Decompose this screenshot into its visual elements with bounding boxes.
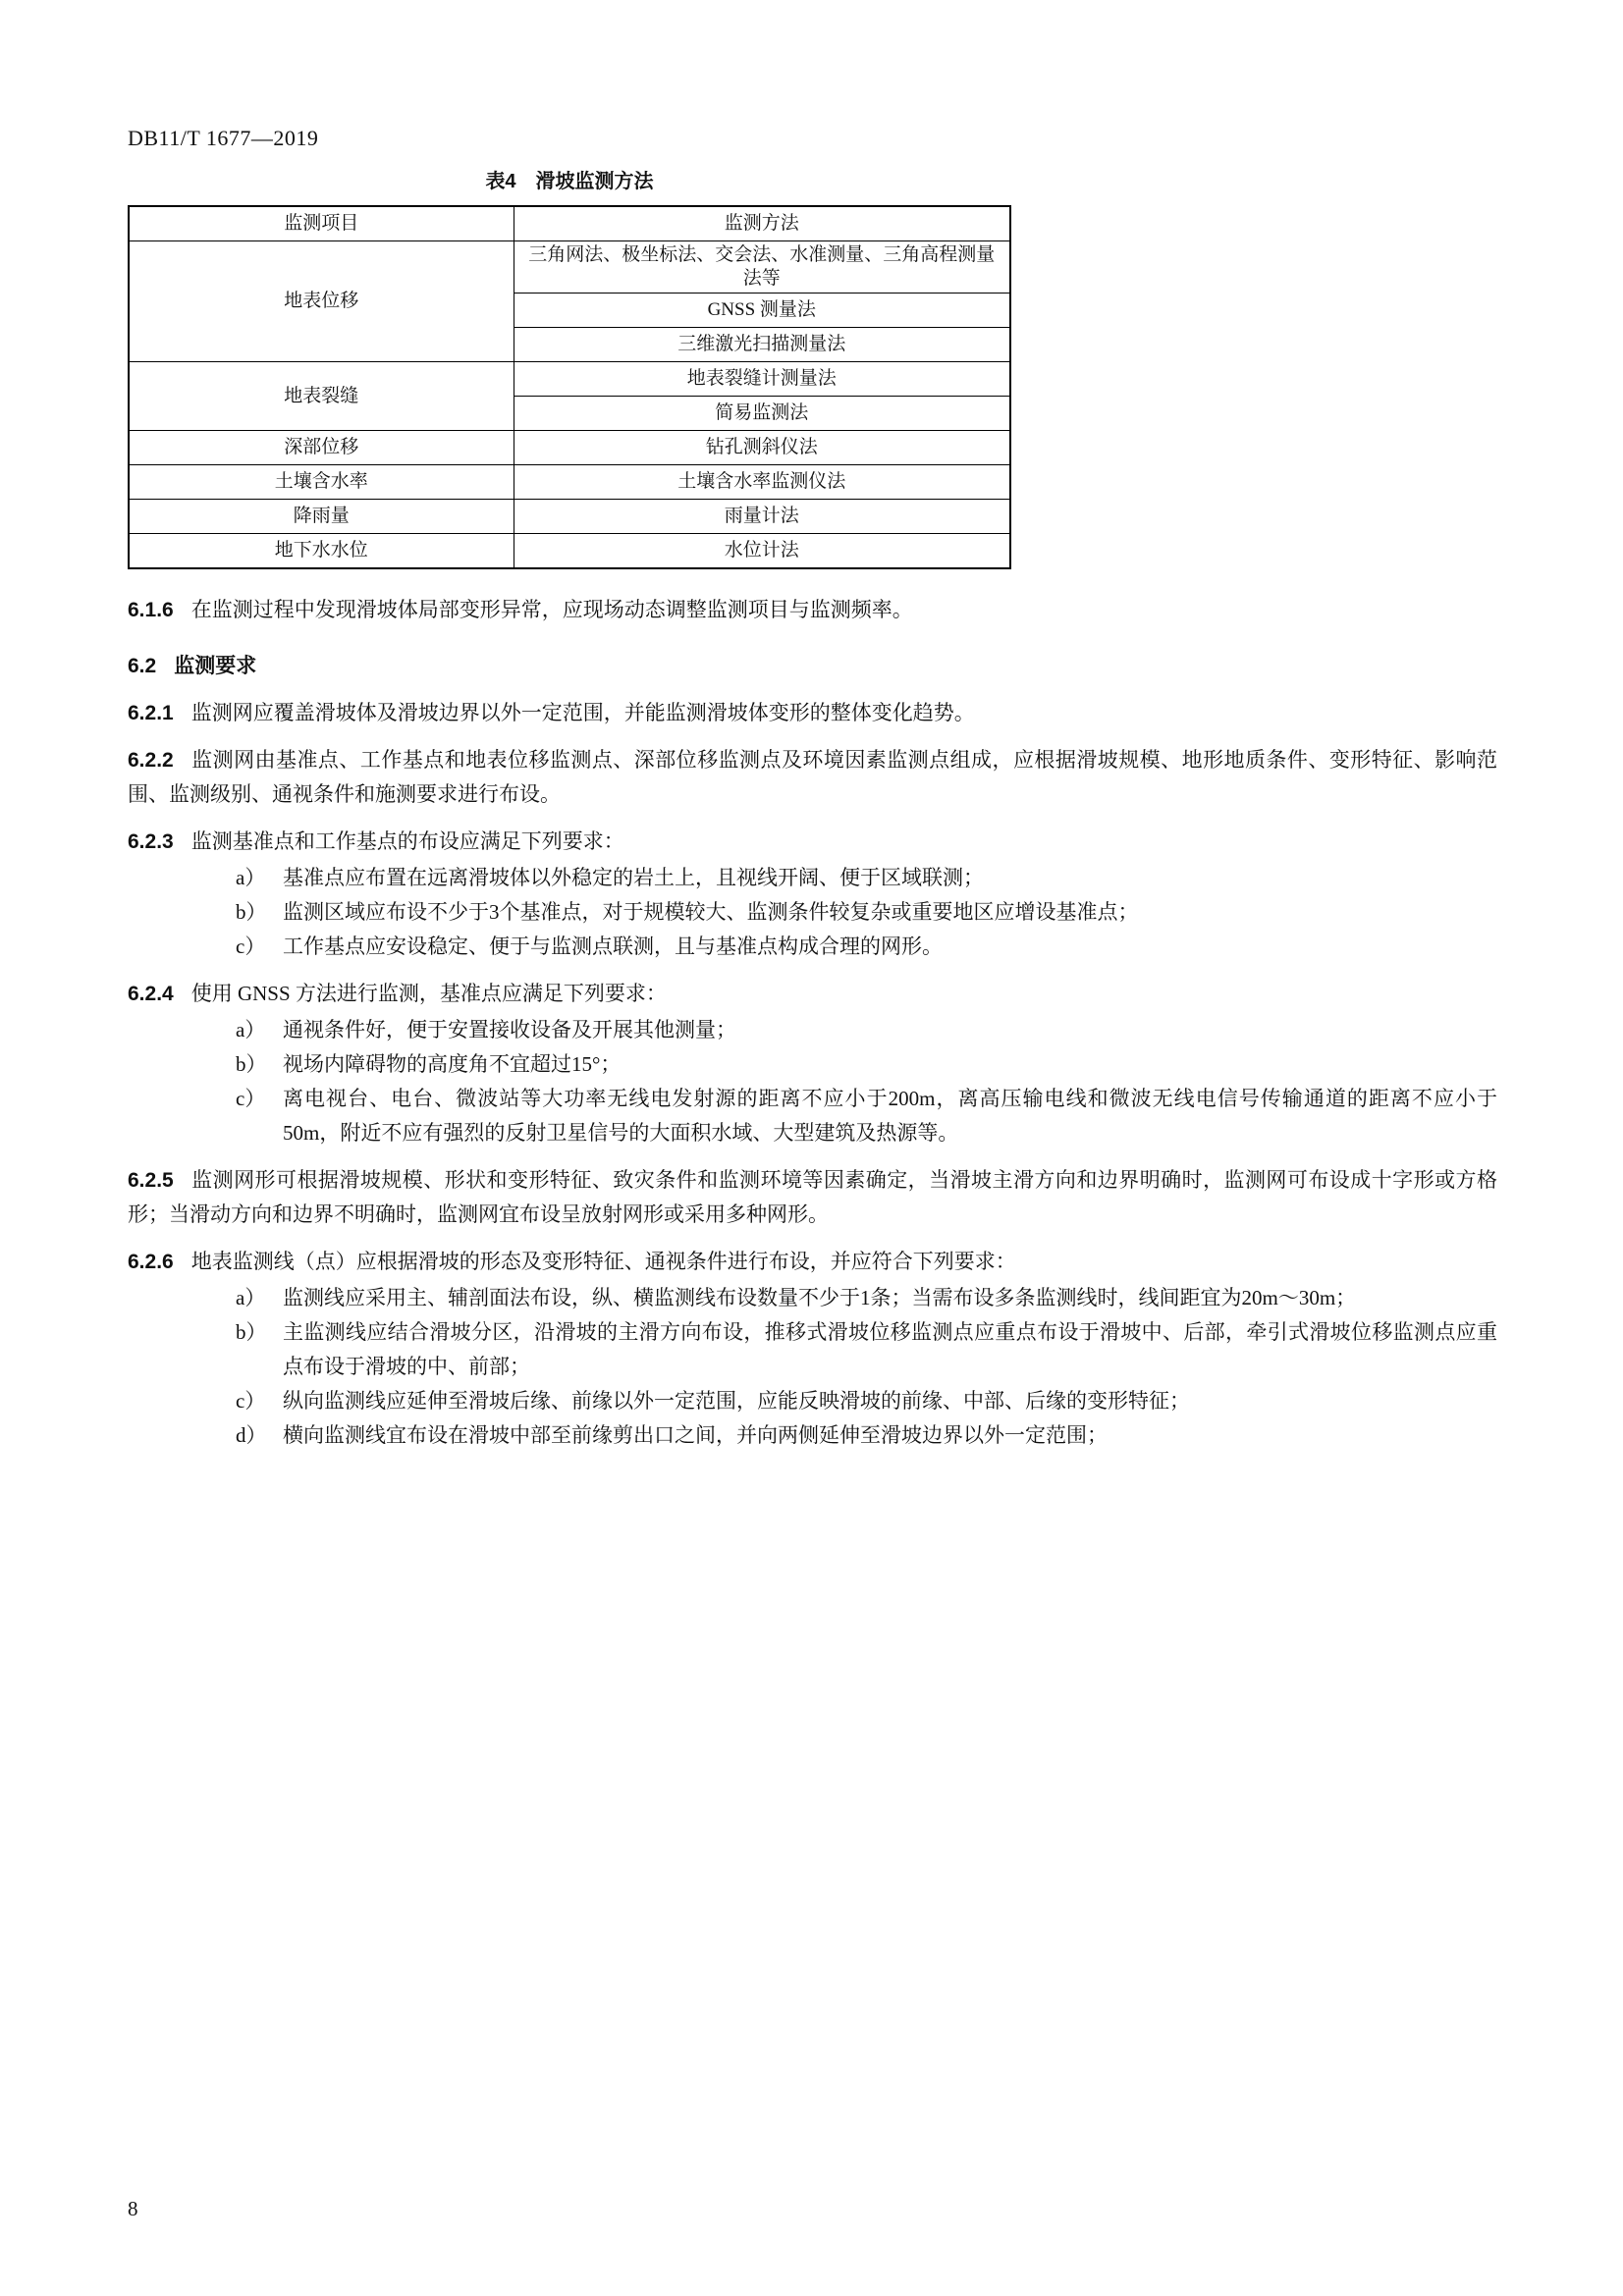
clause-text: 在监测过程中发现滑坡体局部变形异常，应现场动态调整监测项目与监测频率。: [190, 598, 913, 621]
clause-text: 地表监测线（点）应根据滑坡的形态及变形特征、通视条件进行布设，并应符合下列要求：: [190, 1250, 1016, 1273]
list-item-label: b）: [236, 900, 267, 924]
list-item-text: 视场内障碍物的高度角不宜超过15°；: [283, 1052, 622, 1076]
list-item: [128, 1384, 1497, 1418]
column-header-item: 监测项目: [129, 206, 514, 241]
monitor-method-cell: GNSS 测量法: [514, 294, 1010, 328]
clause-number: 6.1.6: [128, 599, 174, 621]
monitor-item-cell: 地下水水位: [129, 534, 514, 569]
table-header-row: [129, 206, 1010, 241]
table-row: [129, 362, 1010, 397]
page-number: 8: [128, 2197, 138, 2220]
list-item-label: c）: [236, 1087, 266, 1110]
table-row: [129, 534, 1010, 569]
table-row: [129, 241, 1010, 294]
clause-text: 监测基准点和工作基点的布设应满足下列要求：: [190, 829, 624, 853]
table-row: [129, 465, 1010, 500]
document-body: [128, 593, 1497, 1453]
list-item-text: 主监测线应结合滑坡分区，沿滑坡的主滑方向布设，推移式滑坡位移监测点应重点布设于滑坡中、后部，牵引式滑坡位移监测点应重点布设于滑坡的中、前部；: [283, 1320, 1497, 1378]
list-item-label: b）: [236, 1052, 267, 1076]
list-item: [128, 1082, 1497, 1150]
clause-list: [128, 861, 1497, 964]
section-heading: [128, 649, 1497, 683]
list-item-text: 监测线应采用主、辅剖面法布设，纵、横监测线布设数量不少于1条；当需布设多条监测线时，线间距宜为20m～30m；: [283, 1286, 1357, 1309]
list-item-text: 监测区域应布设不少于3个基准点，对于规模较大、监测条件较复杂或重要地区应增设基准点；: [283, 900, 1139, 924]
monitor-table-body: [129, 241, 1010, 569]
clause-paragraph: [128, 743, 1497, 812]
table-caption: 表4 滑坡监测方法: [485, 171, 654, 192]
monitor-item-cell: 地表裂缝: [129, 362, 514, 431]
list-item: [128, 1315, 1497, 1384]
list-item: [128, 1418, 1497, 1453]
list-item-label: a）: [236, 866, 266, 889]
clause-paragraph: [128, 593, 1497, 627]
list-item: [128, 1281, 1497, 1315]
heading-text: 监测要求: [174, 655, 257, 677]
clause-list: [128, 1013, 1497, 1150]
list-item: [128, 1013, 1497, 1047]
clause-number: 6.2: [128, 655, 157, 677]
clause-number: 6.2.3: [128, 830, 174, 853]
list-item-text: 基准点应布置在远离滑坡体以外稳定的岩土上，且视线开阔、便于区域联测；: [283, 866, 984, 889]
clause-text: 监测网形可根据滑坡规模、形状和变形特征、致灾条件和监测环境等因素确定，当滑坡主滑方向和边界明确时，监测网可布设成十字形或方格形；当滑动方向和边界不明确时，监测网宜布设呈放射网形或采用多种网形。: [128, 1168, 1497, 1226]
list-item-text: 工作基点应安设稳定、便于与监测点联测，且与基准点构成合理的网形。: [283, 934, 943, 958]
doc-number: DB11/T 1677—2019: [128, 126, 319, 150]
list-item: [128, 1047, 1497, 1082]
clause-number: 6.2.5: [128, 1169, 174, 1192]
list-item-label: c）: [236, 1389, 266, 1413]
monitor-method-cell: 地表裂缝计测量法: [514, 362, 1010, 397]
clause-paragraph: [128, 1163, 1497, 1232]
table-row: [129, 500, 1010, 534]
list-item-label: a）: [236, 1286, 266, 1309]
clause-number: 6.2.1: [128, 702, 174, 724]
monitor-item-cell: 降雨量: [129, 500, 514, 534]
clause-paragraph: [128, 1245, 1497, 1279]
list-item-label: c）: [236, 934, 266, 958]
list-item: [128, 861, 1497, 895]
list-item: [128, 895, 1497, 930]
monitor-method-cell: 三维激光扫描测量法: [514, 328, 1010, 362]
list-item-label: b）: [236, 1320, 267, 1344]
monitor-item-cell: 地表位移: [129, 241, 514, 362]
monitor-method-cell: 土壤含水率监测仪法: [514, 465, 1010, 500]
table-row: [129, 431, 1010, 465]
monitoring-methods-table: [128, 205, 1011, 569]
clause-paragraph: [128, 696, 1497, 730]
monitor-item-cell: 深部位移: [129, 431, 514, 465]
clause-number: 6.2.4: [128, 983, 174, 1005]
clause-paragraph: [128, 825, 1497, 859]
monitor-method-cell: 钻孔测斜仪法: [514, 431, 1010, 465]
list-item-label: d）: [236, 1423, 267, 1447]
monitor-method-cell: 水位计法: [514, 534, 1010, 569]
clause-number: 6.2.6: [128, 1251, 174, 1273]
monitor-method-cell: 三角网法、极坐标法、交会法、水准测量、三角高程测量法等: [514, 241, 1010, 294]
list-item-text: 横向监测线宜布设在滑坡中部至前缘剪出口之间，并向两侧延伸至滑坡边界以外一定范围；: [283, 1423, 1108, 1447]
page-content: [128, 126, 1497, 1453]
list-item-label: a）: [236, 1018, 266, 1041]
list-item-text: 通视条件好，便于安置接收设备及开展其他测量；: [283, 1018, 736, 1041]
clause-text: 使用 GNSS 方法进行监测，基准点应满足下列要求：: [190, 982, 667, 1005]
clause-list: [128, 1281, 1497, 1453]
clause-number: 6.2.2: [128, 749, 174, 772]
monitor-method-cell: 简易监测法: [514, 397, 1010, 431]
column-header-method: 监测方法: [514, 206, 1010, 241]
clause-text: 监测网应覆盖滑坡体及滑坡边界以外一定范围，并能监测滑坡体变形的整体变化趋势。: [190, 701, 975, 724]
list-item-text: 离电视台、电台、微波站等大功率无线电发射源的距离不应小于200m，离高压输电线和微波无线电信号传输通道的距离不应小于50m，附近不应有强烈的反射卫星信号的大面积水域、大型建筑及热源等。: [283, 1087, 1497, 1145]
clause-paragraph: [128, 977, 1497, 1011]
clause-text: 监测网由基准点、工作基点和地表位移监测点、深部位移监测点及环境因素监测点组成，应根据滑坡规模、地形地质条件、变形特征、影响范围、监测级别、通视条件和施测要求进行布设。: [128, 748, 1497, 806]
monitor-item-cell: 土壤含水率: [129, 465, 514, 500]
monitor-method-cell: 雨量计法: [514, 500, 1010, 534]
list-item-text: 纵向监测线应延伸至滑坡后缘、前缘以外一定范围，应能反映滑坡的前缘、中部、后缘的变形特征；: [283, 1389, 1190, 1413]
list-item: [128, 930, 1497, 964]
